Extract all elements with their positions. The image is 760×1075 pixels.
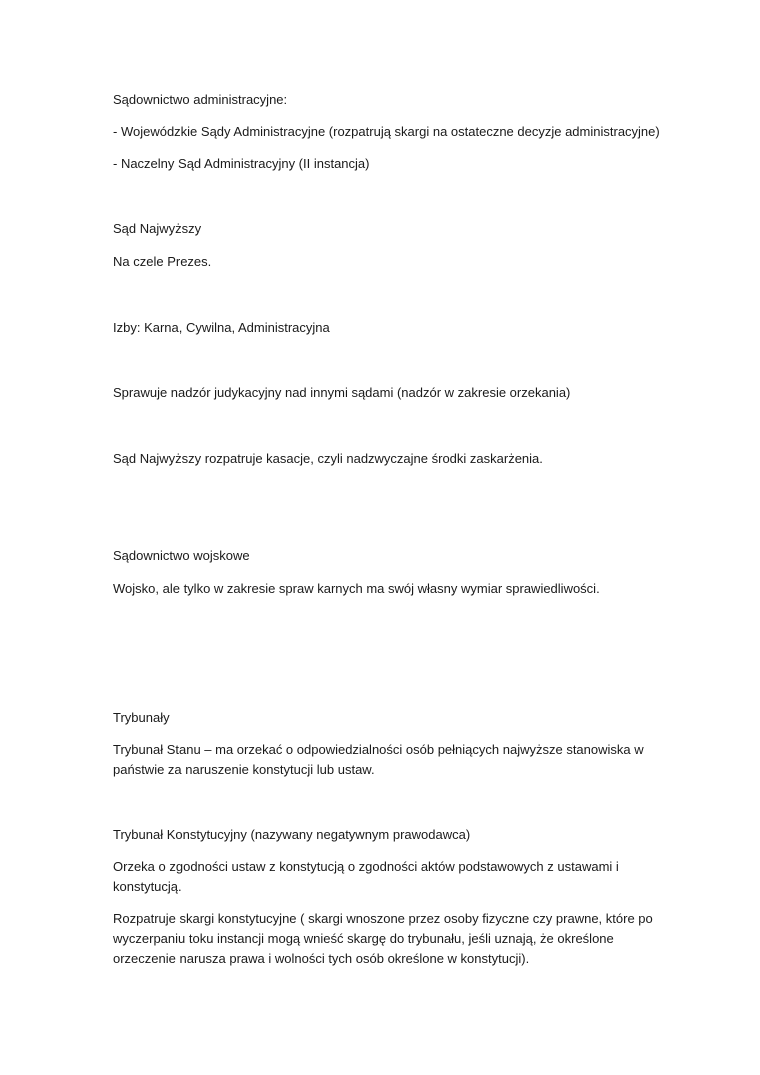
- supreme-court-supervision: Sprawuje nadzór judykacyjny nad innymi sądami (nadzór w zakresie orzekania): [113, 385, 571, 400]
- constitutional-tribunal-complaints: Rozpatruje skargi konstytucyjne ( skargi wnoszone przez osoby fizyczne czy prawne, które po wyczerpaniu toku instancji mogą wnieść skargę do trybunału, jeśli uznają, że określone orzeczenie narusza prawa i wolności tych osób określone w konstytucji).: [113, 911, 653, 966]
- admin-courts-item-voivodeship: - Wojewódzkie Sądy Administracyjne (rozpatrują skargi na ostateczne decyzje administracyjne): [113, 124, 660, 139]
- state-tribunal-text: Trybunał Stanu – ma orzekać o odpowiedzialności osób pełniących najwyższe stanowiska w państwie za naruszenie konstytucji lub ustaw.: [113, 742, 644, 777]
- tribunals-heading: Trybunały: [113, 710, 170, 725]
- military-courts-text: Wojsko, ale tylko w zakresie spraw karnych ma swój własny wymiar sprawiedliwości.: [113, 581, 600, 596]
- admin-courts-item-supreme: - Naczelny Sąd Administracyjny (II instancja): [113, 156, 370, 171]
- supreme-court-cassation: Sąd Najwyższy rozpatruje kasacje, czyli nadzwyczajne środki zaskarżenia.: [113, 451, 543, 466]
- military-courts-heading: Sądownictwo wojskowe: [113, 548, 250, 563]
- constitutional-tribunal-conformity: Orzeka o zgodności ustaw z konstytucją o zgodności aktów podstawowych z ustawami i konstytucją.: [113, 859, 619, 894]
- constitutional-tribunal-heading: Trybunał Konstytucyjny (nazywany negatywnym prawodawca): [113, 827, 471, 842]
- supreme-court-head: Na czele Prezes.: [113, 254, 212, 269]
- supreme-court-heading: Sąd Najwyższy: [113, 221, 202, 236]
- admin-courts-heading: Sądownictwo administracyjne:: [113, 92, 288, 107]
- supreme-court-chambers: Izby: Karna, Cywilna, Administracyjna: [113, 320, 330, 335]
